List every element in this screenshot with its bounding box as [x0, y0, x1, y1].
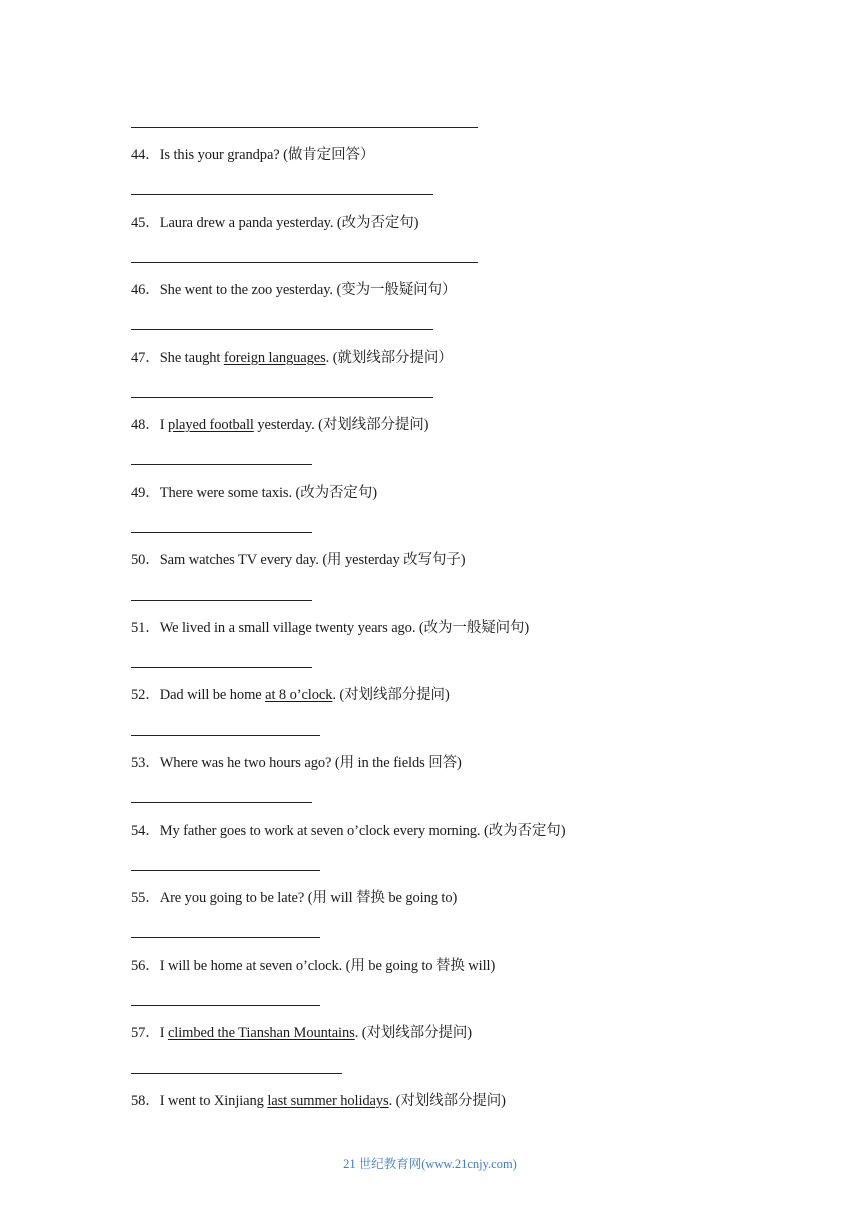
question-number: 46．: [131, 282, 160, 298]
question-45: [131, 214, 418, 232]
question-number: 44．: [131, 147, 160, 163]
question-text-tail: . (对划线部分提问): [332, 687, 450, 703]
question-48: [131, 416, 428, 434]
question-number: 50．: [131, 552, 160, 568]
question-text: We lived in a small village twenty years ago. (改为一般疑问句): [159, 620, 530, 636]
question-number: 45．: [131, 215, 160, 231]
underlined-phrase: at 8 o’clock: [265, 687, 333, 703]
question-text-tail: yesterday. (对划线部分提问): [253, 417, 429, 433]
question-text: I went to Xinjiang: [159, 1093, 268, 1109]
question-number: 57．: [131, 1025, 160, 1041]
answer-line-49[interactable]: [131, 532, 312, 533]
answer-line-51[interactable]: [131, 667, 312, 668]
answer-line-44[interactable]: [131, 194, 433, 195]
question-number: 54．: [131, 823, 160, 839]
question-text: I: [159, 417, 168, 433]
question-text: Sam watches TV every day. (用 yesterday 改写句子): [159, 552, 466, 568]
question-text: My father goes to work at seven o’clock every morning. (改为否定句): [159, 823, 566, 839]
question-number: 53．: [131, 755, 160, 771]
answer-line-50[interactable]: [131, 600, 312, 601]
answer-line-57[interactable]: [131, 1073, 342, 1074]
page-footer-source: 21 世纪教育网(www.21cnjy.com): [343, 1157, 517, 1171]
answer-line-53[interactable]: [131, 802, 312, 803]
question-text-tail: . (就划线部分提问）: [325, 350, 453, 366]
question-46: [131, 281, 456, 299]
question-49: [131, 484, 377, 502]
question-number: 49．: [131, 485, 160, 501]
question-52: [131, 686, 450, 704]
question-number: 47．: [131, 350, 160, 366]
question-44: [131, 146, 374, 164]
question-number: 51．: [131, 620, 160, 636]
question-text: There were some taxis. (改为否定句): [159, 485, 377, 501]
question-text: I: [159, 1025, 168, 1041]
question-text-tail: . (对划线部分提问): [388, 1093, 506, 1109]
answer-line-45[interactable]: [131, 262, 478, 263]
underlined-phrase: played football: [167, 417, 254, 433]
question-51: [131, 619, 529, 637]
question-number: 55．: [131, 890, 160, 906]
question-number: 56．: [131, 958, 160, 974]
question-57: [131, 1024, 472, 1042]
question-text: Are you going to be late? (用 will 替换 be going to): [159, 890, 458, 906]
underlined-phrase: last summer holidays: [267, 1093, 389, 1109]
question-text: She went to the zoo yesterday. (变为一般疑问句）: [159, 282, 457, 298]
question-number: 52．: [131, 687, 160, 703]
question-50: [131, 551, 466, 569]
question-56: [131, 957, 495, 975]
question-text-tail: . (对划线部分提问): [354, 1025, 472, 1041]
question-text: Laura drew a panda yesterday. (改为否定句): [159, 215, 419, 231]
answer-line-43[interactable]: [131, 127, 478, 128]
answer-line-54[interactable]: [131, 870, 320, 871]
question-47: [131, 349, 453, 367]
underlined-phrase: foreign languages: [223, 350, 326, 366]
question-53: [131, 754, 462, 772]
answer-line-47[interactable]: [131, 397, 433, 398]
question-54: [131, 822, 565, 840]
answer-line-46[interactable]: [131, 329, 433, 330]
question-number: 48．: [131, 417, 160, 433]
question-text: She taught: [159, 350, 224, 366]
answer-line-52[interactable]: [131, 735, 320, 736]
question-58: [131, 1092, 506, 1110]
question-text: Dad will be home: [159, 687, 266, 703]
answer-line-48[interactable]: [131, 464, 312, 465]
question-text: I will be home at seven o’clock. (用 be going to 替换 will): [159, 958, 496, 974]
answer-line-56[interactable]: [131, 1005, 320, 1006]
underlined-phrase: climbed the Tianshan Mountains: [167, 1025, 355, 1041]
question-number: 58．: [131, 1093, 160, 1109]
question-text: Where was he two hours ago? (用 in the fields 回答): [159, 755, 462, 771]
question-55: [131, 889, 457, 907]
question-text: Is this your grandpa? (做肯定回答）: [159, 147, 375, 163]
answer-line-55[interactable]: [131, 937, 320, 938]
